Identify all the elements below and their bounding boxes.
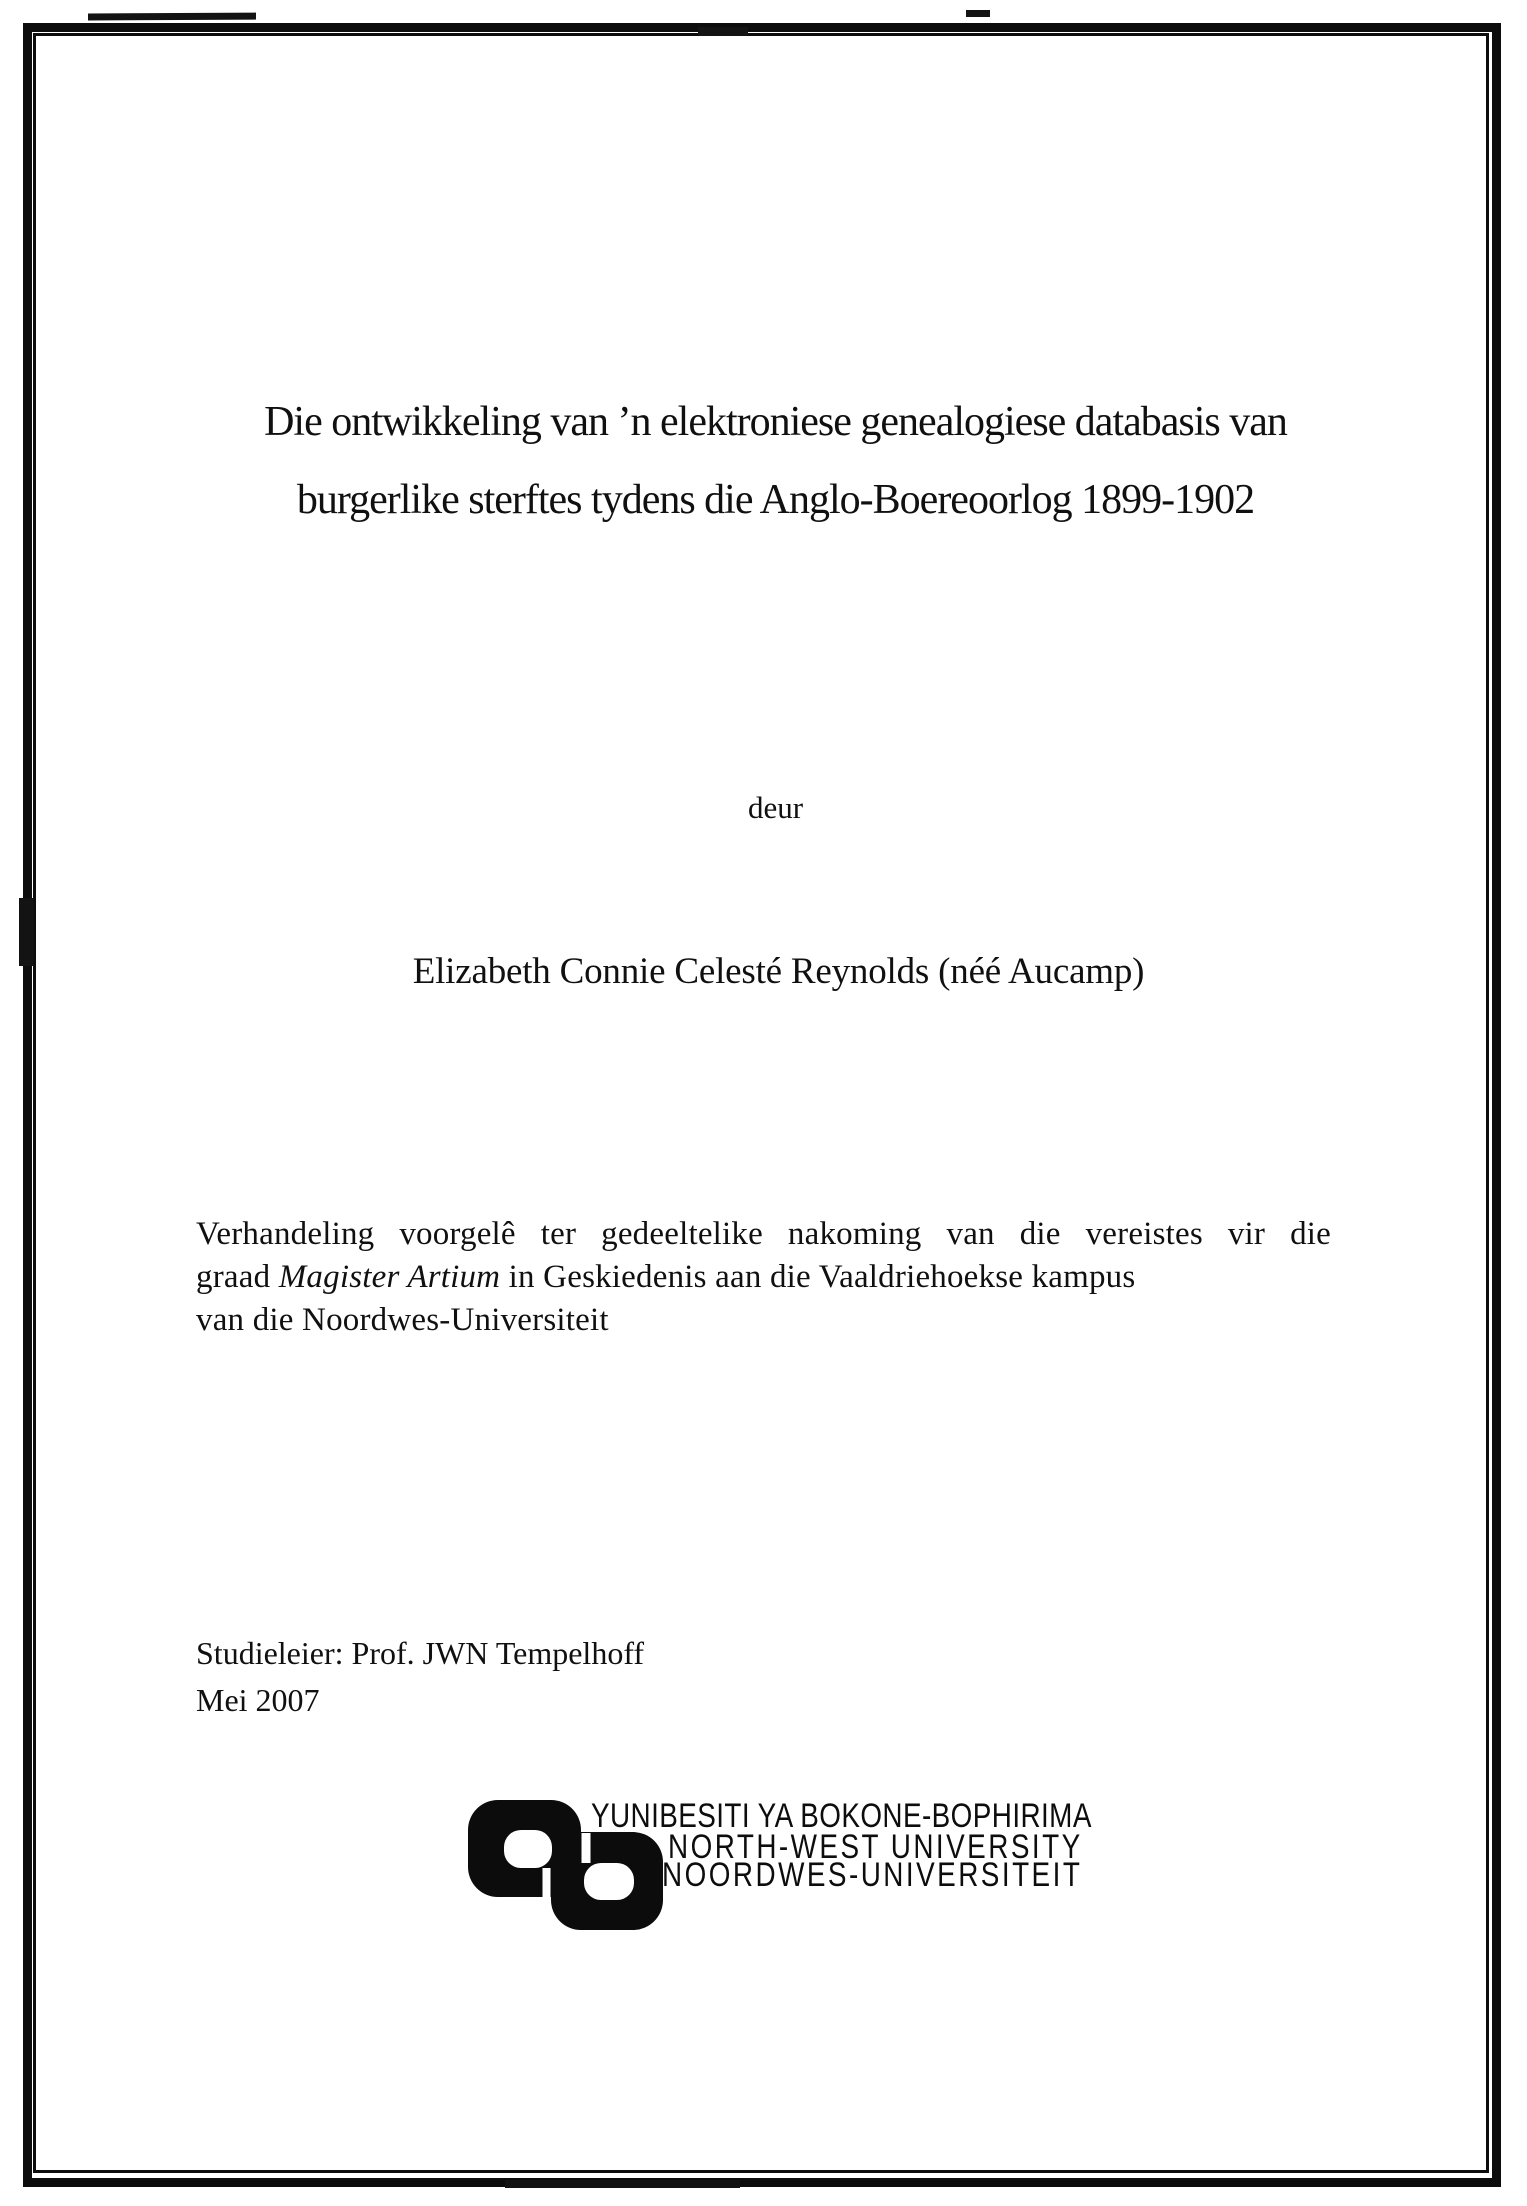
thesis-title-line2: burgerlike sterftes tydens die Anglo-Boereoorlog 1899-1902 bbox=[296, 477, 1255, 523]
author-name: Elizabeth Connie Celesté Reynolds (néé Aucamp) bbox=[412, 951, 1145, 992]
logo-text-setswana: YUNIBESITI YA BOKONE-BOPHIRIMA bbox=[591, 1797, 1092, 1835]
degree-statement-line3: van die Noordwes-Universiteit bbox=[196, 1302, 609, 1338]
degree-statement-line2-pre: graad bbox=[196, 1259, 279, 1295]
thesis-title bbox=[0, 383, 1527, 539]
logo-text-afrikaans: NOORDWES-UNIVERSITEIT bbox=[662, 1856, 1083, 1894]
degree-statement-line2 bbox=[196, 1256, 1331, 1299]
byline: deur bbox=[747, 790, 804, 825]
scan-artifact bbox=[698, 27, 748, 36]
degree-statement bbox=[196, 1213, 1331, 1342]
degree-name: Magister Artium bbox=[278, 1259, 501, 1295]
logo-text-english: NORTH-WEST UNIVERSITY bbox=[668, 1828, 1083, 1866]
scan-artifact bbox=[88, 13, 256, 21]
supervisor-line: Studieleier: Prof. JWN Tempelhoff bbox=[196, 1635, 645, 1671]
thesis-title-line1: Die ontwikkeling van ’n elektroniese genealogiese databasis van bbox=[264, 399, 1287, 445]
scan-artifact bbox=[505, 2180, 740, 2188]
scan-artifact bbox=[966, 10, 990, 17]
degree-statement-line2-post: in Geskiedenis aan die Vaaldriehoekse kampus bbox=[500, 1259, 1136, 1295]
supervisor-block bbox=[196, 1630, 644, 1724]
degree-statement-line1: Verhandeling voorgelê ter gedeeltelike nakoming van die vereistes vir die bbox=[196, 1216, 1331, 1252]
date-line: Mei 2007 bbox=[196, 1682, 320, 1718]
